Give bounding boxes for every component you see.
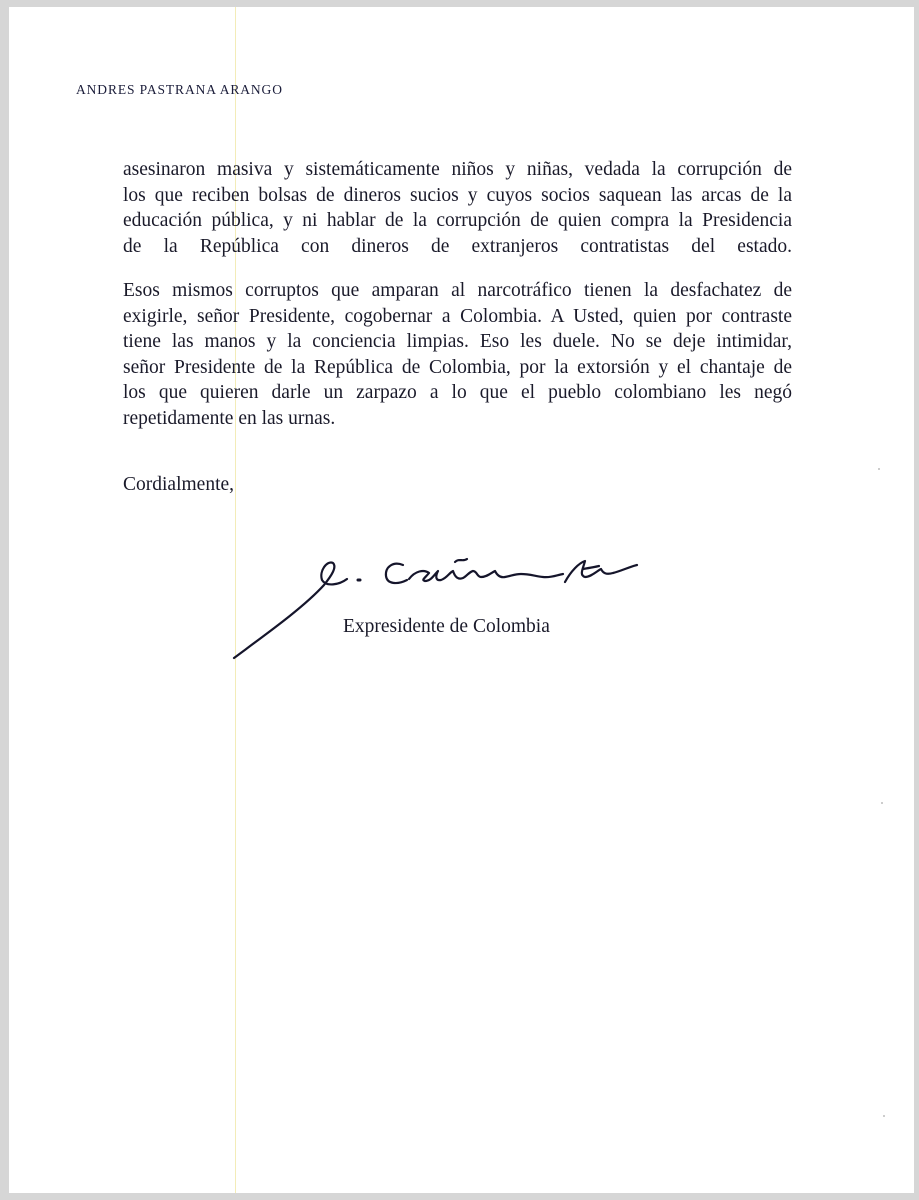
- paragraph-line: señor Presidente de la República de Colombia, por la extorsión y el chantaje de: [123, 356, 792, 378]
- closing-salutation: Cordialmente,: [123, 474, 235, 495]
- paragraph-1: [123, 157, 792, 259]
- paragraph-line: de la República con dineros de extranjeros contratistas del estado.: [123, 235, 792, 257]
- letterhead-name: ANDRES PASTRANA ARANGO: [76, 82, 283, 97]
- paragraph-line: asesinaron masiva y sistemáticamente niños y niñas, vedada la corrupción de: [123, 159, 792, 180]
- paragraph-line: Esos mismos corruptos que amparan al narcotráfico tienen la desfachatez de: [123, 280, 792, 301]
- scan-speck: [883, 1115, 885, 1117]
- paragraph-line: tiene las manos y la conciencia limpias. Eso les duele. No se deje intimidar,: [123, 331, 792, 353]
- paragraph-line: los que quieren darle un zarpazo a lo que el pueblo colombiano les negó: [123, 382, 792, 404]
- paragraph-2: [123, 278, 792, 432]
- paragraph-line: exigirle, señor Presidente, cogobernar a Colombia. A Usted, quien por contraste: [123, 305, 792, 327]
- handwritten-signature: [229, 547, 649, 672]
- paragraph-line: los que reciben bolsas de dineros sucios y cuyos socios saquean las arcas de la: [123, 184, 792, 206]
- letter-page: [9, 7, 914, 1193]
- paragraph-line: repetidamente en las urnas.: [123, 407, 336, 429]
- scan-speck: [881, 802, 883, 804]
- scan-speck: [878, 468, 880, 470]
- signature-title: Expresidente de Colombia: [343, 616, 550, 637]
- paragraph-line: educación pública, y ni hablar de la corrupción de quien compra la Presidencia: [123, 210, 792, 232]
